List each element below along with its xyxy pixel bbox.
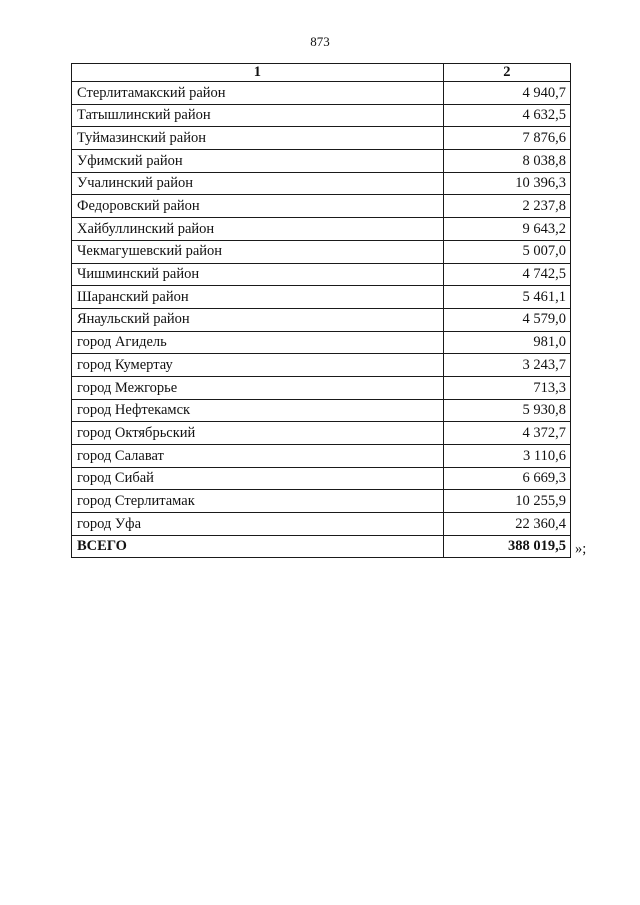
amount-cell: 9 643,2	[443, 218, 570, 241]
table-row	[72, 308, 571, 331]
amount-cell: 10 396,3	[443, 172, 570, 195]
total-row	[72, 535, 571, 558]
region-name-cell: город Салават	[72, 445, 444, 468]
region-name-cell: Федоровский район	[72, 195, 444, 218]
table-row	[72, 376, 571, 399]
amount-cell: 2 237,8	[443, 195, 570, 218]
table-row	[72, 172, 571, 195]
table-row	[72, 354, 571, 377]
table-row	[72, 104, 571, 127]
table-row	[72, 331, 571, 354]
amount-cell: 7 876,6	[443, 127, 570, 150]
amount-cell: 8 038,8	[443, 150, 570, 173]
budget-table	[71, 63, 571, 558]
amount-cell: 4 940,7	[443, 82, 570, 105]
amount-cell: 713,3	[443, 376, 570, 399]
table-row	[72, 490, 571, 513]
region-name-cell: Татышлинский район	[72, 104, 444, 127]
column-header-1: 1	[72, 64, 444, 82]
region-name-cell: Шаранский район	[72, 286, 444, 309]
amount-cell: 4 632,5	[443, 104, 570, 127]
region-name-cell: Хайбуллинский район	[72, 218, 444, 241]
region-name-cell: город Агидель	[72, 331, 444, 354]
table-row	[72, 150, 571, 173]
amount-cell: 5 007,0	[443, 240, 570, 263]
amount-cell: 22 360,4	[443, 513, 570, 536]
table-row	[72, 127, 571, 150]
amount-cell: 5 930,8	[443, 399, 570, 422]
amount-cell: 4 372,7	[443, 422, 570, 445]
amount-cell: 981,0	[443, 331, 570, 354]
region-name-cell: город Кумертау	[72, 354, 444, 377]
region-name-cell: город Нефтекамск	[72, 399, 444, 422]
region-name-cell: город Стерлитамак	[72, 490, 444, 513]
table-header-row	[72, 64, 571, 82]
total-amount-cell: 388 019,5	[443, 535, 570, 558]
region-name-cell: Учалинский район	[72, 172, 444, 195]
table-row	[72, 240, 571, 263]
table-row	[72, 82, 571, 105]
region-name-cell: Стерлитамакский район	[72, 82, 444, 105]
amount-cell: 4 742,5	[443, 263, 570, 286]
table-row	[72, 513, 571, 536]
region-name-cell: город Октябрьский	[72, 422, 444, 445]
table-body	[72, 82, 571, 558]
region-name-cell: Чишминский район	[72, 263, 444, 286]
table-row	[72, 399, 571, 422]
region-name-cell: Янаульский район	[72, 308, 444, 331]
page-number: 873	[310, 34, 330, 49]
amount-cell: 6 669,3	[443, 467, 570, 490]
column-header-2: 2	[443, 64, 570, 82]
table-row	[72, 286, 571, 309]
table-row	[72, 445, 571, 468]
region-name-cell: город Межгорье	[72, 376, 444, 399]
table-row	[72, 218, 571, 241]
table-row	[72, 422, 571, 445]
region-name-cell: город Сибай	[72, 467, 444, 490]
table-row	[72, 195, 571, 218]
region-name-cell: Уфимский район	[72, 150, 444, 173]
amount-cell: 4 579,0	[443, 308, 570, 331]
amount-cell: 10 255,9	[443, 490, 570, 513]
region-name-cell: Чекмагушевский район	[72, 240, 444, 263]
region-name-cell: город Уфа	[72, 513, 444, 536]
region-name-cell: Туймазинский район	[72, 127, 444, 150]
table-row	[72, 467, 571, 490]
amount-cell: 3 243,7	[443, 354, 570, 377]
closing-quote-mark: »;	[575, 541, 587, 557]
total-label-cell: ВСЕГО	[72, 535, 444, 558]
table-row	[72, 263, 571, 286]
amount-cell: 5 461,1	[443, 286, 570, 309]
amount-cell: 3 110,6	[443, 445, 570, 468]
